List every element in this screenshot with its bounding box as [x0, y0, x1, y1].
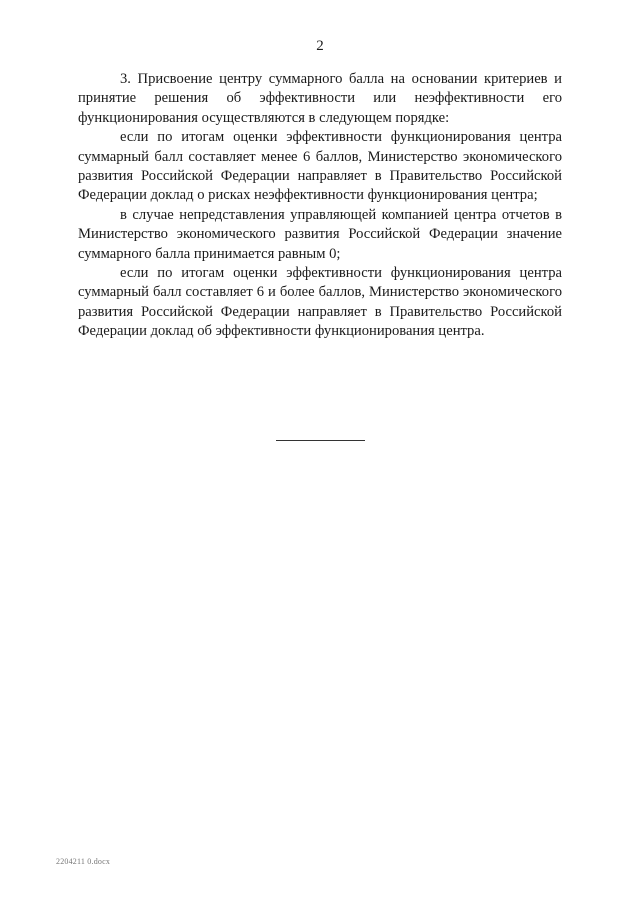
end-separator-line	[276, 440, 365, 441]
document-body	[78, 70, 562, 342]
paragraph-above-threshold: если по итогам оценки эффективности функционирования центра суммарный балл составляет 6 и более баллов, Министерство экономического развития Российской Федерации направляет в Правительство Российской Федерации доклад об эффективности функционирования центра.	[78, 265, 562, 340]
paragraph-no-reports: в случае непредставления управляющей компанией центра отчетов в Министерство экономического развития Российской Федерации значение суммарного балла принимается равным 0;	[78, 206, 562, 262]
paragraph-criteria: 3. Присвоение центру суммарного балла на основании критериев и принятие решения об эффективности или неэффективности его функционирования осуществляются в следующем порядке:	[78, 71, 562, 126]
page-number: 2	[316, 38, 324, 54]
file-code: 2204211 0.docx	[56, 857, 111, 866]
paragraph-below-threshold: если по итогам оценки эффективности функционирования центра суммарный балл составляет менее 6 баллов, Министерство экономического развития Российской Федерации направляет в Правительство Российской Федерации доклад о рисках неэффективности функционирования центра;	[78, 129, 562, 204]
